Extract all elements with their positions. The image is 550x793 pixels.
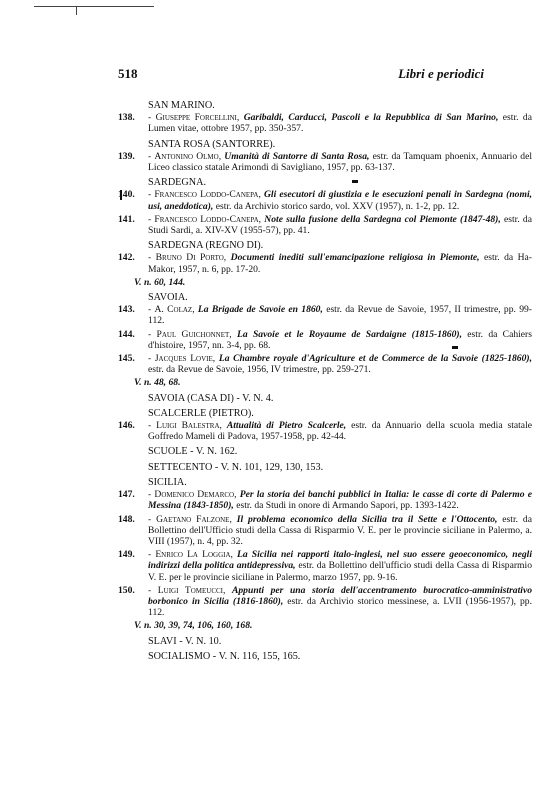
- entry-title: Il problema economico della Sicilia tra il Sette e l'Ottocento,: [236, 513, 498, 525]
- entry-author: Gaetano Falzone,: [156, 513, 232, 525]
- entry-author: Francesco Loddo-Canepa,: [154, 189, 261, 201]
- entry-details: estr. da Archivio storico messinese, a. LVII (1956-1957), pp. 112.: [148, 595, 532, 619]
- section-heading: SAVOIA.: [148, 292, 188, 304]
- entry-number: 148.: [118, 513, 135, 525]
- section-heading: SAN MARINO.: [148, 100, 215, 111]
- bibliography-entry: 141. - Francesco Loddo-Canepa, Note sulla fusione della Sardegna col Piemonte (1847-48), estr. da Studi Sardi, a. XIV-XV (1955-57), pp. 41.: [118, 213, 532, 237]
- entry-details: estr. da Revue de Savoie, 1956, IV trimestre, pp. 259-271.: [148, 364, 371, 376]
- bibliography-entry: 143. - A. Colaz, La Brigade de Savoie en 1860, estr. da Revue de Savoie, 1957, II trimestre, pp. 99-112.: [118, 304, 533, 327]
- entry-title: Documenti inediti sull'emancipazione religiosa in Piemonte,: [230, 252, 480, 264]
- entry-author: Luigi Tomeucci,: [157, 584, 226, 596]
- entry-details: estr. da Lumen vitae, ottobre 1957, pp. 350-357.: [148, 112, 532, 135]
- entry-number: 149.: [118, 549, 135, 561]
- entry-details: estr. da Bollettino dell'ufficio studi della Cassa di Risparmio V. E. per le provincie siciliane in Palermo, marzo 1957, pp. 9-16.: [148, 560, 532, 583]
- entry-number: 150.: [118, 584, 135, 596]
- entry-title: Garibaldi, Carducci, Pascoli e la Repubblica di San Marino,: [243, 112, 499, 124]
- entry-details: estr. da Ha-Makor, 1957, n. 6, pp. 17-20.: [148, 252, 532, 275]
- entry-details: estr. da Cahiers d'histoire, 1957, nn. 3-4, pp. 68.: [148, 328, 532, 351]
- scan-edge-tick: [76, 6, 77, 15]
- entry-title: La Sicilia nei rapporti italo-inglesi, nel suo essere geoeconomico, negli indirizzi della politica antidepressiva,: [148, 549, 533, 572]
- cross-reference: V. n. 48, 68.: [134, 377, 181, 389]
- entry-author: Paul Guichonnet,: [156, 328, 232, 340]
- running-title: Libri e periodici: [398, 66, 484, 81]
- entry-author: Giuseppe Forcellini,: [155, 112, 240, 124]
- entry-title: Note sulla fusione della Sardegna col Piemonte (1847-48),: [264, 213, 501, 225]
- entry-details: estr. da Bollettino dell'Ufficio studi della Cassa di Risparmio V. E. per le provincie siciliane in Palermo, a. VIII (1957), n. 4, pp. 32.: [148, 513, 532, 547]
- section-heading: SOCIALISMO - V. N. 116, 155, 165.: [148, 650, 301, 662]
- entry-title: La Savoie et le Royaume de Sardaigne (1815-1860),: [237, 328, 462, 340]
- section-heading: SCALCERLE (PIETRO).: [148, 407, 254, 419]
- section-heading: SARDEGNA.: [148, 177, 207, 189]
- entry-details: estr. da Studi in onore di Armando Sapori, pp. 1393-1422.: [236, 500, 459, 512]
- cross-reference: V. n. 60, 144.: [134, 276, 186, 288]
- cross-reference: V. n. 30, 39, 74, 106, 160, 168.: [134, 620, 253, 632]
- bibliography-entry: 144. - Paul Guichonnet, La Savoie et le Royaume de Sardaigne (1815-1860), estr. da Cahiers d'histoire, 1957, nn. 3-4, pp. 68.: [118, 328, 532, 351]
- section-heading: SCUOLE - V. N. 162.: [148, 446, 238, 458]
- entry-author: Luigi Balestra,: [156, 420, 222, 432]
- entry-number: 143.: [118, 304, 135, 316]
- entry-title: La Brigade de Savoie en 1860,: [197, 304, 323, 316]
- entry-title: Attualità di Pietro Scalcerle,: [226, 420, 347, 432]
- section-heading: SARDEGNA (REGNO DI).: [148, 240, 264, 252]
- bibliography-entry: 150. - Luigi Tomeucci, Appunti per una storia dell'accentramento burocratico-amministrativo borbonico in Sicilia (1816-1860), estr. da Archivio storico messinese, a. LVII (1956-1957), pp. 112.: [118, 584, 532, 619]
- entry-number: 140.: [118, 189, 135, 201]
- bibliography-entry: 146. - Luigi Balestra, Attualità di Pietro Scalcerle, estr. da Annuario della scuola media statale Goffredo Mameli di Padova, 1957-1958, pp. 42-44.: [118, 420, 532, 443]
- section-heading: SANTA ROSA (SANTORRE).: [148, 138, 276, 150]
- section-heading: SICILIA.: [148, 476, 187, 488]
- bibliography-entry: 138. - Giuseppe Forcellini, Garibaldi, Carducci, Pascoli e la Repubblica di San Marino, estr. da Lumen vitae, ottobre 1957, pp. 350-357.: [118, 112, 532, 135]
- bibliography-entry: 139. - Antonino Olmo, Umanità di Santorre di Santa Rosa, estr. da Tamquam phoenix, Annuario del Liceo classico statale Arimondi di Savigliano, 1957, pp. 63-137.: [118, 150, 533, 174]
- section-heading: SLAVI - V. N. 10.: [148, 635, 222, 647]
- entry-details: estr. da Tamquam phoenix, Annuario del Liceo classico statale Arimondi di Savigliano, 1957, pp. 63-137.: [148, 150, 533, 174]
- section-heading: SETTECENTO - V. N. 101, 129, 130, 153.: [148, 461, 324, 473]
- entry-author: A. Colaz,: [154, 304, 195, 316]
- entry-number: 142.: [118, 252, 135, 264]
- bibliography-entry: 140. - Francesco Loddo-Canepa, Gli esecutori di giustizia e le esecuzioni penali in Sardegna (nomi, usi, aneddotica), estr. da Archivio storico sardo, vol. XXV (1957), n. 1-2, pp. 12.: [118, 189, 533, 212]
- bibliography-entry: 147. - Domenico Demarco, Per la storia dei banchi pubblici in Italia: le casse di corte di Palermo e Messina (1843-1850), estr. da Studi in onore di Armando Sapori, pp. 1393-1422.: [118, 489, 533, 512]
- entry-number: 147.: [118, 489, 135, 501]
- bibliography-entry: 148. - Gaetano Falzone, Il problema economico della Sicilia tra il Sette e l'Ottocento, estr. da Bollettino dell'Ufficio studi della Cassa di Risparmio V. E. per le provincie siciliane in Palermo, a. VIII (1957), n. 4, pp. 32.: [118, 513, 532, 547]
- section-heading: SAVOIA (CASA DI) - V. N. 4.: [148, 392, 274, 404]
- bibliography-entry: 145. - Jacques Lovie, La Chambre royale d'Agriculture et de Commerce de la Savoie (1825-1860), estr. da Revue de Savoie, 1956, IV trimestre, pp. 259-271.: [118, 353, 532, 376]
- entry-title: La Chambre royale d'Agriculture et de Commerce de la Savoie (1825-1860),: [218, 353, 532, 365]
- entry-details: estr. da Revue de Savoie, 1957, II trimestre, pp. 99-112.: [148, 304, 533, 327]
- entry-number: 139.: [118, 150, 135, 162]
- entry-number: 145.: [118, 353, 135, 365]
- page-header: [118, 66, 484, 82]
- entry-number: 144.: [118, 328, 135, 340]
- bibliography-entry: 149. - Enrico La Loggia, La Sicilia nei rapporti italo-inglesi, nel suo essere geoeconomico, negli indirizzi della politica antidepressiva, estr. da Bollettino dell'ufficio studi della Cassa di Risparmio V. E. per le provincie siciliane in Palermo, marzo 1957, pp. 9-16.: [118, 549, 533, 583]
- entry-details: estr. da Archivio storico sardo, vol. XXV (1957), n. 1-2, pp. 12.: [215, 200, 460, 212]
- scan-edge-mark: [34, 6, 154, 7]
- page-number: 518: [118, 66, 138, 81]
- entry-title: Umanità di Santorre di Santa Rosa,: [224, 150, 370, 162]
- entry-number: 138.: [118, 112, 135, 124]
- entry-number: 146.: [118, 420, 135, 432]
- bibliography-entry: 142. - Bruno Di Porto, Documenti inediti sull'emancipazione religiosa in Piemonte, estr. da Ha-Makor, 1957, n. 6, pp. 17-20.: [118, 252, 532, 275]
- entry-title: Gli esecutori di giustizia e le esecuzioni penali in Sardegna (nomi, usi, aneddotica),: [148, 189, 533, 212]
- entry-title: Per la storia dei banchi pubblici in Italia: le casse di corte di Palermo e Messina (1843-1850),: [148, 489, 533, 512]
- entry-title: Appunti per una storia dell'accentramento burocratico-amministrativo borbonico in Sicilia (1816-1860),: [148, 584, 532, 607]
- bibliography-list: [118, 96, 532, 663]
- entry-author: Jacques Lovie,: [154, 353, 216, 365]
- entry-author: Antonino Olmo,: [154, 150, 222, 162]
- entry-author: Domenico Demarco,: [154, 489, 237, 501]
- entry-author: Enrico La Loggia,: [155, 549, 233, 561]
- entry-number: 141.: [118, 213, 135, 225]
- entry-author: Bruno Di Porto,: [155, 252, 227, 264]
- entry-author: Francesco Loddo-Canepa,: [154, 213, 262, 225]
- entry-details: estr. da Studi Sardi, a. XIV-XV (1955-57), pp. 41.: [148, 213, 532, 237]
- entry-details: estr. da Annuario della scuola media statale Goffredo Mameli di Padova, 1957-1958, pp. 42-44.: [148, 420, 532, 443]
